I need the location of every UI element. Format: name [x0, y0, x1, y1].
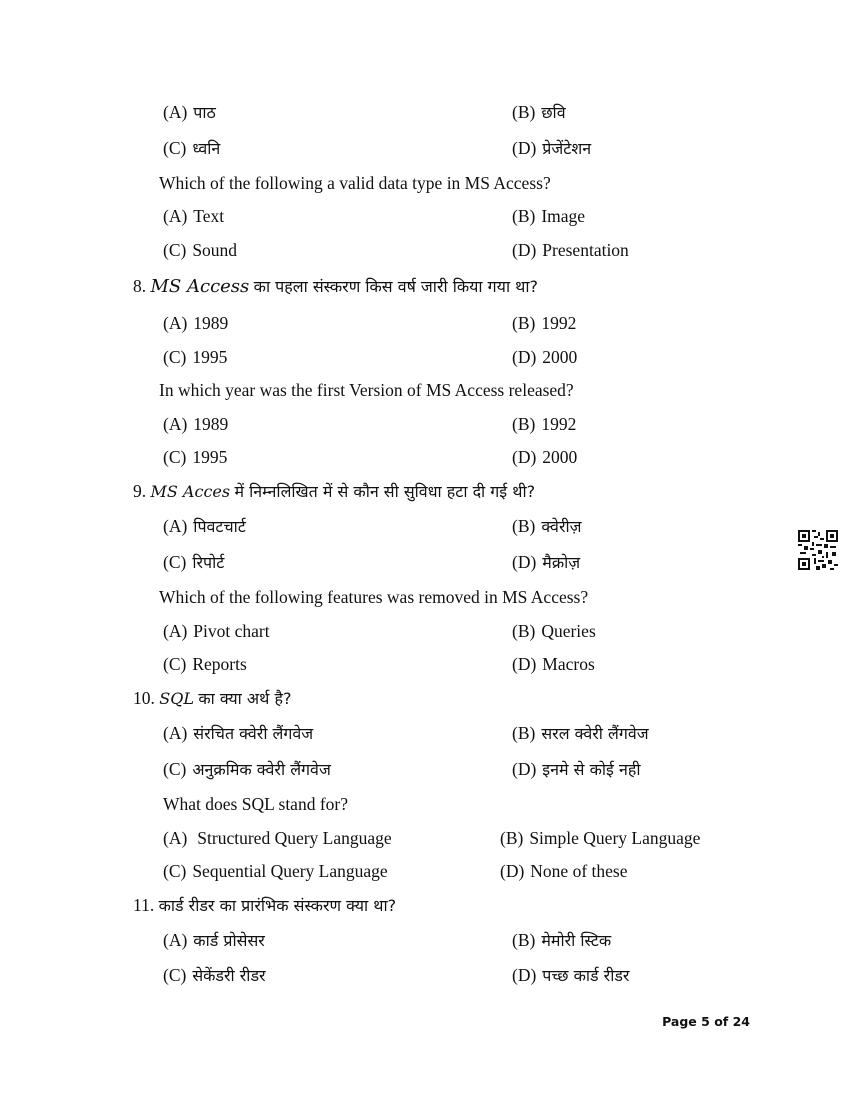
question-9-hindi: [133, 479, 535, 504]
question-text: का क्या अर्थ है?: [198, 689, 292, 708]
question-text: में निम्नलिखित में से कौन सी सुविधा हटा दी गई थी?: [234, 482, 536, 501]
question-english: Which of the following a valid data type in MS Access?: [159, 173, 551, 193]
option-d: (D) इनमे से कोई नही: [512, 759, 641, 779]
question-10-english: What does SQL stand for?: [163, 794, 348, 814]
page-number: Page 5 of 24: [662, 1014, 750, 1029]
question-9-english: Which of the following features was removed in MS Access?: [159, 587, 589, 607]
question-text: का पहला संस्करण किस वर्ष जारी किया गया था?: [253, 277, 539, 296]
option-c: (C) सेकेंडरी रीडर: [163, 965, 266, 985]
option-d: (D) Presentation: [512, 240, 629, 260]
option-c: (C) रिपोर्ट: [163, 552, 225, 572]
option-b: (B) Queries: [512, 621, 596, 641]
option-d: (D) Macros: [512, 654, 595, 674]
question-number: 10.: [133, 688, 155, 708]
option-a: (A) Pivot chart: [163, 621, 270, 641]
option-a: (A) पिवटचार्ट: [163, 516, 246, 536]
option-b: (B) सरल क्वेरी लैंगवेज: [512, 723, 649, 743]
option-a: (A) 1989: [163, 414, 229, 434]
option-b: (B) Simple Query Language: [500, 828, 701, 848]
option-c: (C) Sequential Query Language: [163, 861, 388, 881]
option-d: (D) 2000: [512, 347, 578, 367]
option-b: (B) 1992: [512, 313, 577, 333]
option-d: (D) प्रेजेंटेशन: [512, 138, 592, 158]
option-c: (C) अनुक्रमिक क्वेरी लैंगवेज: [163, 759, 331, 779]
option-c: (C) ध्वनि: [163, 138, 221, 158]
question-8-hindi: [133, 274, 538, 299]
option-a: (A) कार्ड प्रोसेसर: [163, 930, 265, 950]
option-a: (A) Text: [163, 206, 225, 226]
question-10-hindi: [133, 686, 291, 711]
option-d: (D) None of these: [500, 861, 628, 881]
math-term: MS Acces: [150, 482, 231, 501]
option-d: (D) 2000: [512, 447, 578, 467]
option-b: (B) क्वेरीज़: [512, 516, 582, 536]
option-b: (B) Image: [512, 206, 586, 226]
option-c: (C) 1995: [163, 447, 228, 467]
option-c: (C) 1995: [163, 347, 228, 367]
option-c: (C) Reports: [163, 654, 247, 674]
question-number: 8.: [133, 276, 147, 296]
option-b: (B) छवि: [512, 102, 566, 122]
math-term: SQL: [159, 689, 194, 708]
option-d: (D) मैक्रोज़: [512, 552, 581, 572]
option-a: (A) संरचित क्वेरी लैंगवेज: [163, 723, 314, 743]
option-b: (B) मेमोरी स्टिक: [512, 930, 612, 950]
option-a: (A) पाठ: [163, 102, 216, 122]
option-c: (C) Sound: [163, 240, 238, 260]
question-11-hindi: [133, 893, 396, 918]
option-d: (D) पच्छ कार्ड रीडर: [512, 965, 630, 985]
math-term: MS Access: [150, 276, 250, 297]
question-number: 11.: [133, 895, 155, 915]
option-a: (A) Structured Query Language: [163, 828, 392, 848]
qr-code-icon: [798, 530, 838, 570]
option-a: (A) 1989: [163, 313, 229, 333]
question-text: कार्ड रीडर का प्रारंभिक संस्करण क्या था?: [158, 896, 397, 915]
question-number: 9.: [133, 481, 147, 501]
question-8-english: In which year was the first Version of MS Access released?: [159, 380, 574, 400]
option-b: (B) 1992: [512, 414, 577, 434]
